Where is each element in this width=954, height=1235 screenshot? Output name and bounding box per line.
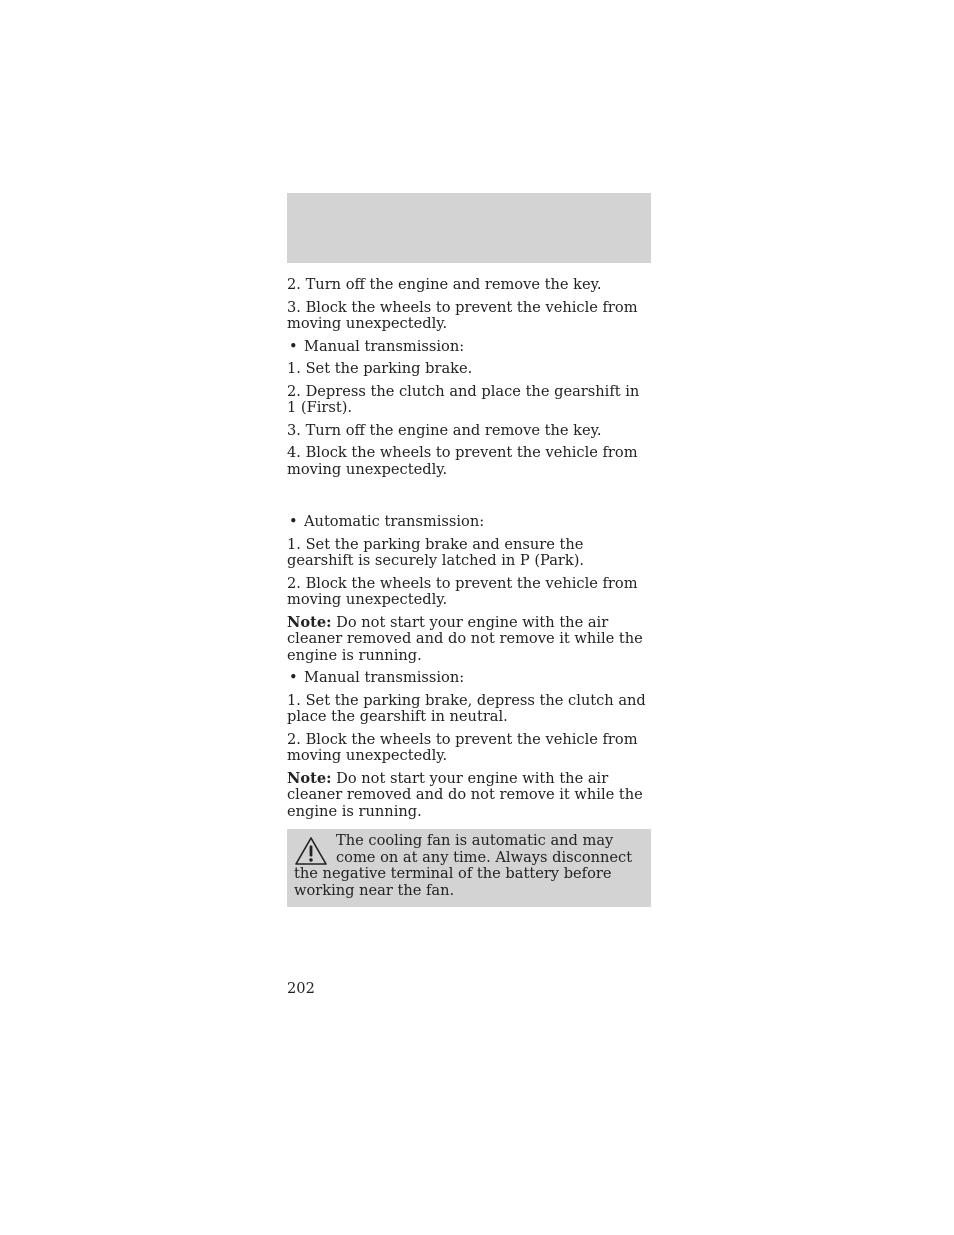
bullet-dot: •: [289, 513, 298, 530]
bullet-label: Automatic transmission:: [304, 513, 485, 530]
bullet-label: Manual transmission:: [304, 337, 465, 355]
section-spacer: [287, 484, 651, 514]
warning-box: [287, 829, 651, 907]
step-set-brake-park: 1. Set the parking brake and ensure the gearshift is securely latched in P (Park).: [287, 535, 585, 569]
step-block-wheels-manual: 4. Block the wheels to prevent the vehicle from moving unexpectedly.: [287, 444, 638, 478]
step-block-wheels-manual-2: 2. Block the wheels to prevent the vehicle from moving unexpectedly.: [287, 730, 638, 764]
page-number: 202: [287, 980, 315, 997]
step-block-wheels: 3. Block the wheels to prevent the vehicle from moving unexpectedly.: [287, 298, 638, 332]
bullet-manual-transmission: [287, 339, 651, 356]
note-label: Note:: [287, 769, 332, 787]
manual-body: [287, 277, 651, 826]
note-label: Note:: [287, 613, 332, 631]
warning-triangle-icon: [294, 836, 328, 866]
step-block-wheels-auto: 2. Block the wheels to prevent the vehicle from moving unexpectedly.: [287, 574, 638, 608]
step-set-parking-brake: 1. Set the parking brake.: [287, 360, 473, 377]
note-air-cleaner-auto: [287, 615, 651, 665]
note-text: Do not start your engine with the air cleaner removed and do not remove it while the engine is running.: [287, 613, 643, 664]
step-set-brake-neutral: 1. Set the parking brake, depress the clutch and place the gearshift in neutral.: [287, 691, 646, 725]
note-air-cleaner-manual: [287, 771, 651, 821]
section-header-band: [287, 193, 651, 263]
bullet-manual-transmission-2: [287, 670, 651, 687]
step-turn-off-engine-manual: 3. Turn off the engine and remove the key.: [287, 421, 602, 439]
note-text: Do not start your engine with the air cleaner removed and do not remove it while the engine is running.: [287, 769, 643, 820]
step-turn-off-engine: 2. Turn off the engine and remove the key.: [287, 276, 602, 293]
bullet-automatic-transmission: [287, 514, 651, 531]
bullet-label: Manual transmission:: [304, 669, 465, 686]
warning-text: The cooling fan is automatic and may come on at any time. Always disconnect the negative terminal of the battery before working near the fan.: [294, 832, 633, 899]
bullet-dot: •: [289, 337, 298, 355]
step-depress-clutch: 2. Depress the clutch and place the gearshift in 1 (First).: [287, 382, 640, 416]
bullet-dot: •: [289, 669, 298, 686]
